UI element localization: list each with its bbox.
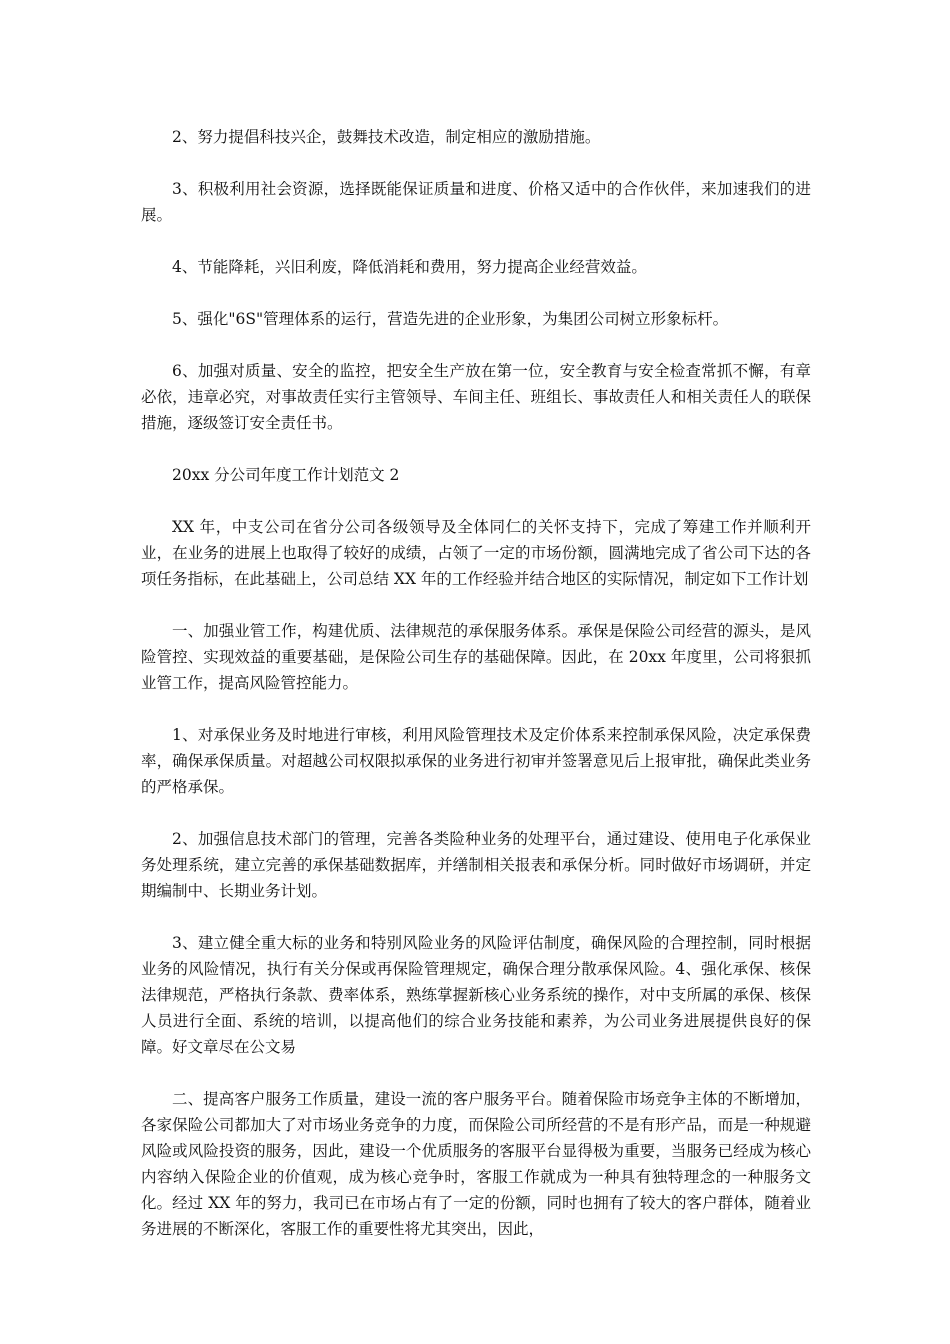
paragraph-section-one: 一、加强业管工作，构建优质、法律规范的承保服务体系。承保是保险公司经营的源头，是风险管控、实现效益的重要基础，是保险公司生存的基础保障。因此，在 20xx 年度里，公司将狠抓业管工作，提高风险管控能力。 xyxy=(141,622,811,692)
section-heading: 20xx 分公司年度工作计划范文 2 xyxy=(172,466,400,484)
document-body xyxy=(141,124,811,1268)
paragraph-section-one-item-3: 3、建立健全重大标的业务和特别风险业务的风险评估制度，确保风险的合理控制，同时根据业务的风险情况，执行有关分保或再保险管理规定，确保合理分散承保风险。4、强化承保、核保法律规范，严格执行条款、费率体系，熟练掌握新核心业务系统的操作，对中支所属的承保、核保人员进行全面、系统的培训，以提高他们的综合业务技能和素养，为公司业务进展提供良好的保障。好文章尽在公文易 xyxy=(141,934,811,1056)
paragraph-intro: XX 年，中支公司在省分公司各级领导及全体同仁的关怀支持下，完成了筹建工作并顺利开业，在业务的进展上也取得了较好的成绩，占领了一定的市场份额，圆满地完成了省公司下达的各项任务指标，在此基础上，公司总结 XX 年的工作经验并结合地区的实际情况，制定如下工作计划 xyxy=(141,518,811,588)
paragraph-section-one-item-2: 2、加强信息技术部门的管理，完善各类险种业务的处理平台，通过建设、使用电子化承保业务处理系统，建立完善的承保基础数据库，并缮制相关报表和承保分析。同时做好市场调研，并定期编制中、长期业务计划。 xyxy=(141,830,811,900)
paragraph-item-2: 2、努力提倡科技兴企，鼓舞技术改造，制定相应的激励措施。 xyxy=(172,128,601,146)
paragraph-section-one-item-1: 1、对承保业务及时地进行审核，利用风险管理技术及定价体系来控制承保风险，决定承保费率，确保承保质量。对超越公司权限拟承保的业务进行初审并签署意见后上报审批，确保此类业务的严格承保。 xyxy=(141,726,811,796)
paragraph-section-two: 二、提高客户服务工作质量，建设一流的客户服务平台。随着保险市场竞争主体的不断增加，各家保险公司都加大了对市场业务竞争的力度，而保险公司所经营的不是有形产品，而是一种规避风险或风险投资的服务，因此，建设一个优质服务的客服平台显得极为重要，当服务已经成为核心内容纳入保险企业的价值观，成为核心竞争时，客服工作就成为一种具有独特理念的一种服务文化。经过 XX 年的努力，我司已在市场占有了一定的份额，同时也拥有了较大的客户群体，随着业务进展的不断深化，客服工作的重要性将尤其突出，因此， xyxy=(141,1090,811,1238)
paragraph-item-5: 5、强化"6S"管理体系的运行，营造先进的企业形象，为集团公司树立形象标杆。 xyxy=(172,310,729,328)
paragraph-item-4: 4、节能降耗，兴旧利废，降低消耗和费用，努力提高企业经营效益。 xyxy=(172,258,647,276)
paragraph-item-3: 3、积极利用社会资源，选择既能保证质量和进度、价格又适中的合作伙伴，来加速我们的进展。 xyxy=(141,180,811,224)
paragraph-item-6: 6、加强对质量、安全的监控，把安全生产放在第一位，安全教育与安全检查常抓不懈，有章必依，违章必究，对事故责任实行主管领导、车间主任、班组长、事故责任人和相关责任人的联保措施，逐级签订安全责任书。 xyxy=(141,362,811,432)
